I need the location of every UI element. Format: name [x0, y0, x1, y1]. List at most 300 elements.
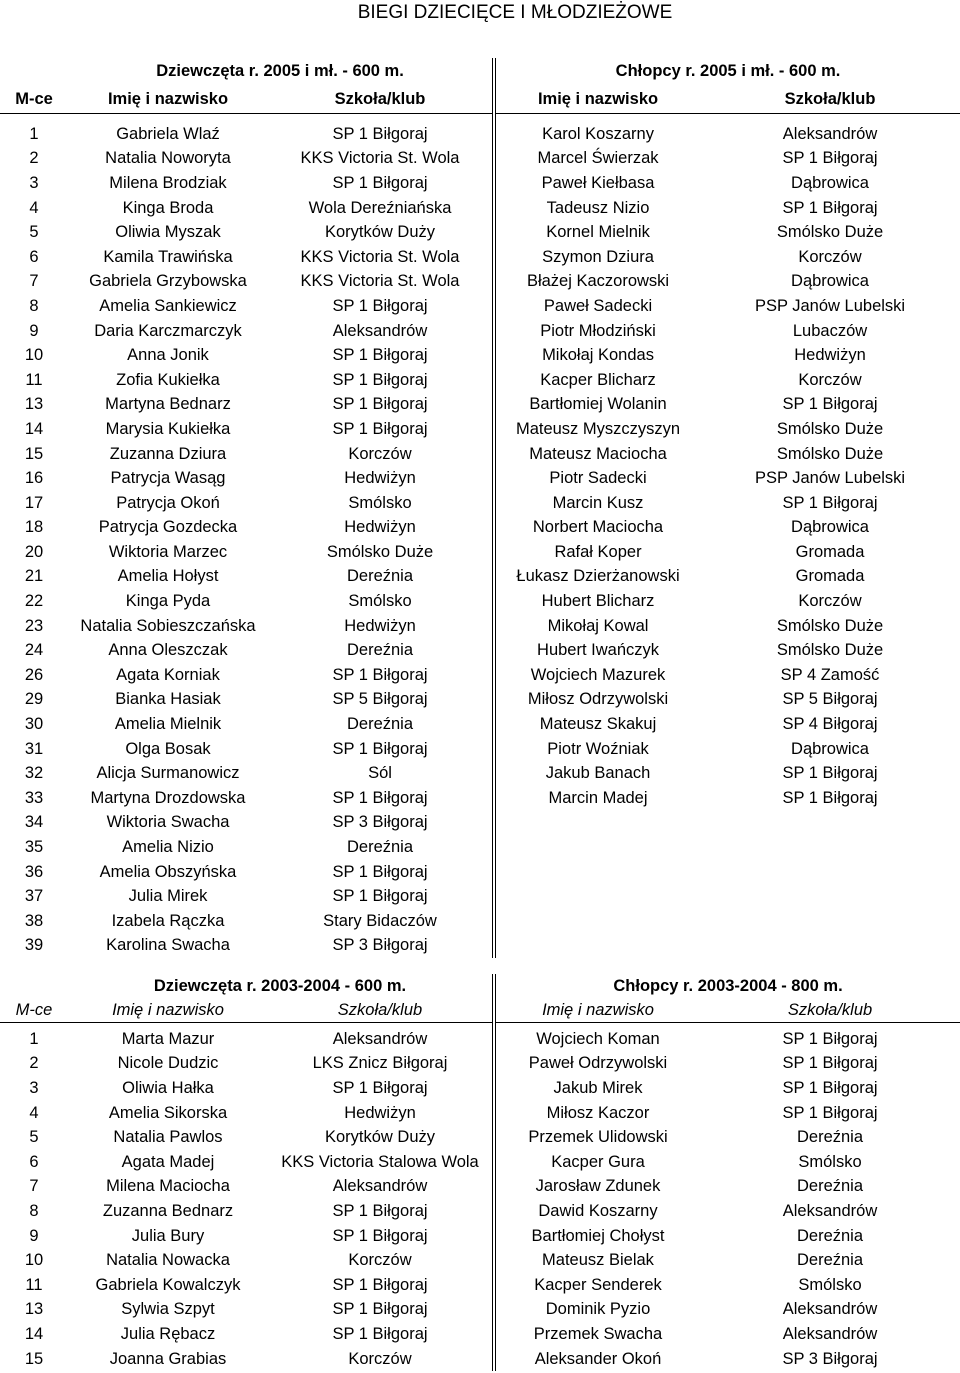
girl-name-cell: Karolina Swacha [106, 936, 230, 955]
girl-name-cell: Amelia Hołyst [117, 567, 219, 586]
table-row [0, 909, 960, 934]
boy-club-cell: Gromada [795, 542, 865, 561]
boy-name-cell [494, 909, 700, 934]
girl-name-cell: Amelia Mielnik [114, 715, 222, 734]
girl-club-cell: Sól [368, 764, 392, 783]
boy-club-cell: SP 1 Biłgoraj [782, 493, 878, 512]
boy-name-cell: Miłosz Odrzywolski [494, 688, 700, 713]
place-cell: 7 [29, 272, 39, 291]
girl-name-cell: Milena Brodziak [109, 173, 227, 192]
girl-name-cell: Martyna Bednarz [105, 395, 231, 414]
place-cell: 10 [24, 1251, 44, 1270]
boy-name-cell: Kacper Senderek [494, 1273, 700, 1298]
girl-name-cell: Patrycja Wasąg [110, 469, 226, 488]
girl-name-cell: Julia Mirek [128, 887, 208, 906]
place-cell: 32 [24, 764, 44, 783]
boy-name-cell: Przemek Swacha [494, 1322, 700, 1347]
table-row [0, 835, 960, 860]
boy-name-cell: Norbert Maciocha [494, 516, 700, 541]
girl-name-cell: Kinga Pyda [125, 592, 211, 611]
place-cell: 1 [29, 1029, 39, 1048]
col-boy-club: Szkoła/klub [700, 998, 960, 1023]
boy-club-cell [700, 934, 960, 959]
boy-name-cell: Mateusz Myszczyszyn [494, 417, 700, 442]
place-cell: 20 [24, 542, 44, 561]
boy-name-cell: Paweł Kiełbasa [494, 171, 700, 196]
place-cell: 33 [24, 788, 44, 807]
results-table-2005 [0, 58, 960, 958]
girl-club-cell: Aleksandrów [332, 1177, 428, 1196]
boy-club-cell: Dąbrowica [791, 518, 869, 537]
place-cell: 8 [29, 296, 39, 315]
place-cell: 17 [24, 493, 44, 512]
girl-club-cell: Wola Dereźniańska [308, 198, 452, 217]
boy-name-cell: Marcin Madej [494, 786, 700, 811]
boy-club-cell: SP 1 Biłgoraj [782, 198, 878, 217]
boy-club-cell [700, 860, 960, 885]
table-row [0, 614, 960, 639]
boy-name-cell: Jakub Banach [494, 761, 700, 786]
boy-club-cell: Lubaczów [792, 321, 868, 340]
col-girl-club: Szkoła/klub [268, 998, 494, 1023]
boy-name-cell: Mateusz Skakuj [494, 712, 700, 737]
girl-name-cell: Olga Bosak [125, 739, 211, 758]
boy-name-cell: Mateusz Bielak [494, 1248, 700, 1273]
girl-club-cell: Stary Bidaczów [323, 911, 437, 930]
place-cell: 6 [29, 1152, 39, 1171]
boy-club-cell: Korczów [798, 247, 862, 266]
place-cell: 37 [24, 887, 44, 906]
boy-name-cell: Kornel Mielnik [494, 220, 700, 245]
boy-club-cell: SP 1 Biłgoraj [782, 788, 878, 807]
girl-name-cell: Natalia Nowacka [106, 1251, 230, 1270]
boy-name-cell: Dominik Pyzio [494, 1298, 700, 1323]
table-row [0, 638, 960, 663]
boy-club-cell: SP 4 Zamość [780, 665, 880, 684]
girl-name-cell: Anna Oleszczak [108, 641, 228, 660]
girl-club-cell: SP 1 Biłgoraj [332, 370, 428, 389]
table-row [0, 811, 960, 836]
girl-name-cell: Oliwia Myszak [115, 223, 221, 242]
boy-name-cell: Miłosz Kaczor [494, 1101, 700, 1126]
place-cell: 16 [24, 469, 44, 488]
girl-club-cell: Hedwiżyn [344, 469, 416, 488]
boy-club-cell: SP 1 Biłgoraj [782, 395, 878, 414]
col-place: M-ce [0, 998, 68, 1023]
table-row [0, 565, 960, 590]
boy-club-cell: Smólsko [798, 1152, 862, 1171]
table-row [0, 934, 960, 959]
table-row [0, 1052, 960, 1077]
col-boy-club: Szkoła/klub [700, 85, 960, 114]
boy-name-cell: Tadeusz Nizio [494, 196, 700, 221]
boy-name-cell: Marcel Świerzak [494, 147, 700, 172]
boy-name-cell: Mikołaj Kondas [494, 343, 700, 368]
girl-club-cell: SP 1 Biłgoraj [332, 1275, 428, 1294]
place-cell: 31 [24, 739, 44, 758]
boy-club-cell: SP 1 Biłgoraj [782, 764, 878, 783]
place-cell: 2 [29, 149, 39, 168]
girl-name-cell: Amelia Sankiewicz [99, 296, 237, 315]
girl-club-cell: Aleksandrów [332, 1029, 428, 1048]
girl-club-cell: SP 5 Biłgoraj [332, 690, 428, 709]
table-row [0, 1150, 960, 1175]
girl-club-cell: SP 1 Biłgoraj [332, 395, 428, 414]
boy-name-cell: Paweł Odrzywolski [494, 1052, 700, 1077]
place-cell: 6 [29, 247, 39, 266]
boy-name-cell [494, 811, 700, 836]
girl-club-cell: SP 1 Biłgoraj [332, 1324, 428, 1343]
boy-club-cell [700, 835, 960, 860]
boy-club-cell [700, 884, 960, 909]
results-table-2003-2004 [0, 974, 960, 1371]
boy-club-cell: Aleksandrów [782, 124, 878, 143]
boy-name-cell: Łukasz Dzierżanowski [494, 565, 700, 590]
place-cell: 3 [29, 173, 39, 192]
place-cell: 14 [24, 1324, 44, 1343]
boy-club-cell: Dąbrowica [791, 272, 869, 291]
boy-name-cell: Wojciech Mazurek [494, 663, 700, 688]
girl-name-cell: Daria Karczmarczyk [94, 321, 242, 340]
girl-name-cell: Natalia Noworyta [105, 149, 231, 168]
place-cell: 23 [24, 616, 44, 635]
place-cell: 24 [24, 641, 44, 660]
girl-name-cell: Amelia Obszyńska [99, 862, 237, 881]
girl-club-cell: Korczów [348, 1251, 412, 1270]
girl-club-cell: Smólsko Duże [326, 542, 434, 561]
girl-club-cell: SP 1 Biłgoraj [332, 296, 428, 315]
col-girl-club: Szkoła/klub [268, 85, 494, 114]
boy-name-cell [494, 860, 700, 885]
place-cell: 7 [29, 1177, 39, 1196]
place-cell: 29 [24, 690, 44, 709]
girl-club-cell: LKS Znicz Biłgoraj [312, 1054, 448, 1073]
boy-club-cell: SP 1 Biłgoraj [782, 1054, 878, 1073]
place-cell: 26 [24, 665, 44, 684]
girl-club-cell: SP 1 Biłgoraj [332, 739, 428, 758]
table-row [0, 860, 960, 885]
girl-club-cell: KKS Victoria St. Wola [300, 272, 460, 291]
girl-club-cell: SP 1 Biłgoraj [332, 1078, 428, 1097]
girl-name-cell: Joanna Grabias [109, 1349, 227, 1368]
girl-club-cell: SP 1 Biłgoraj [332, 665, 428, 684]
girl-name-cell: Anna Jonik [127, 346, 209, 365]
place-cell: 11 [25, 1275, 43, 1294]
girl-club-cell: Smólsko [348, 493, 412, 512]
boy-name-cell: Hubert Iwańczyk [494, 638, 700, 663]
boy-club-cell: Smólsko Duże [776, 641, 884, 660]
table-row [0, 1322, 960, 1347]
girl-name-cell: Zofia Kukiełka [116, 370, 220, 389]
table-row [0, 319, 960, 344]
table-row [0, 122, 960, 147]
place-cell: 13 [24, 395, 44, 414]
girl-club-cell: Dereźnia [346, 715, 414, 734]
girl-name-cell: Zuzanna Bednarz [102, 1201, 234, 1220]
boy-club-cell: SP 1 Biłgoraj [782, 149, 878, 168]
girl-name-cell: Izabela Rączka [111, 911, 225, 930]
boy-club-cell: SP 1 Biłgoraj [782, 1103, 878, 1122]
table-row [0, 1248, 960, 1273]
table-row [0, 1175, 960, 1200]
boy-name-cell [494, 934, 700, 959]
place-cell: 11 [25, 370, 43, 389]
girl-name-cell: Gabriela Grzybowska [89, 272, 247, 291]
boy-club-cell: Aleksandrów [782, 1324, 878, 1343]
boy-name-cell: Marcin Kusz [494, 491, 700, 516]
place-cell: 30 [24, 715, 44, 734]
col-boy-name: Imię i nazwisko [494, 85, 700, 114]
boy-name-cell: Paweł Sadecki [494, 294, 700, 319]
girls-category-header: Dziewczęta r. 2005 i mł. - 600 m. [156, 62, 404, 80]
boy-name-cell: Szymon Dziura [494, 245, 700, 270]
table-row [0, 1199, 960, 1224]
table-row [0, 1027, 960, 1052]
girl-name-cell: Amelia Nizio [122, 838, 214, 857]
boy-name-cell: Jakub Mirek [494, 1076, 700, 1101]
col-boy-name: Imię i nazwisko [494, 998, 700, 1023]
girl-club-cell: Dereźnia [346, 641, 414, 660]
table-row [0, 1273, 960, 1298]
girl-name-cell: Alicja Surmanowicz [96, 764, 240, 783]
place-cell: 4 [29, 198, 39, 217]
boy-name-cell: Bartłomiej Chołyst [494, 1224, 700, 1249]
girl-name-cell: Natalia Pawlos [113, 1128, 223, 1147]
girl-name-cell: Patrycja Gozdecka [98, 518, 238, 537]
boy-name-cell [494, 884, 700, 909]
girl-club-cell: SP 1 Biłgoraj [332, 1226, 428, 1245]
boy-club-cell: SP 3 Biłgoraj [782, 1349, 878, 1368]
boy-club-cell: PSP Janów Lubelski [754, 296, 906, 315]
girl-name-cell: Agata Korniak [116, 665, 220, 684]
table-row [0, 589, 960, 614]
girl-club-cell: Smólsko [348, 592, 412, 611]
place-cell: 14 [24, 419, 44, 438]
table-row [0, 688, 960, 713]
girl-club-cell: Korytków Duży [324, 1128, 436, 1147]
boy-name-cell: Karol Koszarny [494, 122, 700, 147]
table-row [0, 368, 960, 393]
place-cell: 5 [29, 223, 39, 242]
girl-name-cell: Natalia Sobieszczańska [80, 616, 256, 635]
table-row [0, 220, 960, 245]
girl-club-cell: SP 1 Biłgoraj [332, 124, 428, 143]
table-row [0, 466, 960, 491]
place-cell: 1 [29, 124, 39, 143]
place-cell: 13 [24, 1300, 44, 1319]
boy-name-cell: Rafał Koper [494, 540, 700, 565]
boy-club-cell: Dereźnia [796, 1128, 864, 1147]
place-cell: 8 [29, 1201, 39, 1220]
table-row [0, 1076, 960, 1101]
place-cell: 36 [24, 862, 44, 881]
girl-name-cell: Marysia Kukiełka [105, 419, 231, 438]
girl-club-cell: Dereźnia [346, 567, 414, 586]
table-row [0, 343, 960, 368]
col-place: M-ce [0, 85, 68, 114]
boy-club-cell: Korczów [798, 592, 862, 611]
girl-club-cell: KKS Victoria Stalowa Wola [281, 1152, 479, 1171]
boy-club-cell: Smólsko Duże [776, 419, 884, 438]
table-row [0, 1125, 960, 1150]
boy-club-cell: Smólsko [798, 1275, 862, 1294]
place-cell: 39 [24, 936, 44, 955]
girl-name-cell: Marta Mazur [121, 1029, 215, 1048]
girl-name-cell: Oliwia Hałka [122, 1078, 214, 1097]
girl-club-cell: SP 1 Biłgoraj [332, 1201, 428, 1220]
boy-club-cell: PSP Janów Lubelski [754, 469, 906, 488]
boy-club-cell [700, 811, 960, 836]
girl-club-cell: Dereźnia [346, 838, 414, 857]
boy-name-cell: Mateusz Maciocha [494, 442, 700, 467]
girl-club-cell: SP 1 Biłgoraj [332, 887, 428, 906]
girl-name-cell: Agata Madej [121, 1152, 215, 1171]
table-row [0, 540, 960, 565]
place-cell: 9 [29, 1226, 39, 1245]
table-row [0, 1347, 960, 1372]
girl-club-cell: Korytków Duży [324, 223, 436, 242]
boy-club-cell: Smólsko Duże [776, 616, 884, 635]
table-row [0, 196, 960, 221]
boy-club-cell: Smólsko Duże [776, 444, 884, 463]
girl-name-cell: Gabriela Kowalczyk [95, 1275, 241, 1294]
boy-name-cell: Mikołaj Kowal [494, 614, 700, 639]
place-cell: 4 [29, 1103, 39, 1122]
girl-name-cell: Sylwia Szpyt [121, 1300, 215, 1319]
boy-name-cell: Wojciech Koman [494, 1027, 700, 1052]
table-row [0, 147, 960, 172]
boy-club-cell [700, 909, 960, 934]
boy-name-cell: Hubert Blicharz [494, 589, 700, 614]
boy-club-cell: SP 4 Biłgoraj [782, 715, 878, 734]
place-cell: 15 [24, 1349, 44, 1368]
girl-club-cell: SP 3 Biłgoraj [332, 813, 428, 832]
girl-name-cell: Nicole Dudzic [117, 1054, 219, 1073]
boy-name-cell: Jarosław Zdunek [494, 1175, 700, 1200]
col-girl-name: Imię i nazwisko [68, 998, 268, 1023]
place-cell: 3 [29, 1078, 39, 1097]
boy-club-cell: Korczów [798, 370, 862, 389]
boy-club-cell: SP 1 Biłgoraj [782, 1078, 878, 1097]
boy-club-cell: SP 5 Biłgoraj [782, 690, 878, 709]
col-girl-name: Imię i nazwisko [68, 85, 268, 114]
boys-category-header: Chłopcy r. 2003-2004 - 800 m. [494, 974, 960, 998]
girl-name-cell: Gabriela Wlaź [116, 124, 220, 143]
boy-club-cell: Aleksandrów [782, 1300, 878, 1319]
table-row [0, 663, 960, 688]
girl-club-cell: Hedwiżyn [344, 1103, 416, 1122]
place-cell: 10 [24, 346, 44, 365]
girl-name-cell: Wiktoria Marzec [108, 542, 228, 561]
place-cell: 15 [24, 444, 44, 463]
girl-club-cell: SP 1 Biłgoraj [332, 173, 428, 192]
boy-club-cell: Aleksandrów [782, 1201, 878, 1220]
place-cell: 22 [24, 592, 44, 611]
girl-name-cell: Zuzanna Dziura [109, 444, 227, 463]
girl-club-cell: Korczów [348, 444, 412, 463]
girl-name-cell: Patrycja Okoń [116, 493, 220, 512]
place-cell: 2 [29, 1054, 39, 1073]
boy-club-cell: Dereźnia [796, 1226, 864, 1245]
table-row [0, 270, 960, 295]
boy-name-cell: Bartłomiej Wolanin [494, 393, 700, 418]
boy-name-cell: Aleksander Okoń [494, 1347, 700, 1372]
boy-name-cell: Piotr Młodziński [494, 319, 700, 344]
table-row [0, 712, 960, 737]
girl-club-cell: Korczów [348, 1349, 412, 1368]
table-row [0, 442, 960, 467]
table-row [0, 761, 960, 786]
girl-club-cell: Hedwiżyn [344, 518, 416, 537]
girl-name-cell: Bianka Hasiak [115, 690, 221, 709]
girl-club-cell: SP 3 Biłgoraj [332, 936, 428, 955]
place-cell: 9 [29, 321, 39, 340]
table-row [0, 737, 960, 762]
table-row [0, 786, 960, 811]
place-cell: 35 [24, 838, 44, 857]
girl-club-cell: SP 1 Biłgoraj [332, 862, 428, 881]
place-cell: 34 [24, 813, 44, 832]
place-cell: 38 [24, 911, 44, 930]
boy-name-cell: Kacper Blicharz [494, 368, 700, 393]
boy-name-cell: Przemek Ulidowski [494, 1125, 700, 1150]
girl-name-cell: Amelia Sikorska [108, 1103, 228, 1122]
page-title: BIEGI DZIECIĘCE I MŁODZIEŻOWE [357, 2, 673, 23]
table-row [0, 516, 960, 541]
girls-category-header: Dziewczęta r. 2003-2004 - 600 m. [153, 976, 407, 995]
place-cell: 18 [24, 518, 44, 537]
table-row [0, 245, 960, 270]
boy-name-cell [494, 835, 700, 860]
girl-name-cell: Kinga Broda [122, 198, 214, 217]
boy-name-cell: Piotr Sadecki [494, 466, 700, 491]
girl-club-cell: Aleksandrów [332, 321, 428, 340]
girl-club-cell: SP 1 Biłgoraj [332, 346, 428, 365]
table-row [0, 1101, 960, 1126]
girl-name-cell: Wiktoria Swacha [106, 813, 230, 832]
boy-club-cell: SP 1 Biłgoraj [782, 1029, 878, 1048]
boy-name-cell: Błażej Kaczorowski [494, 270, 700, 295]
boy-club-cell: Dąbrowica [791, 173, 869, 192]
table-row [0, 884, 960, 909]
boy-club-cell: Smólsko Duże [776, 223, 884, 242]
place-cell: 5 [29, 1128, 39, 1147]
boy-club-cell: Dereźnia [796, 1251, 864, 1270]
girl-club-cell: KKS Victoria St. Wola [300, 247, 460, 266]
table-row [0, 491, 960, 516]
boys-category-header: Chłopcy r. 2005 i mł. - 600 m. [494, 58, 960, 85]
boy-name-cell: Kacper Gura [494, 1150, 700, 1175]
girl-name-cell: Milena Maciocha [106, 1177, 230, 1196]
girl-club-cell: KKS Victoria St. Wola [300, 149, 460, 168]
boy-club-cell: Hedwiżyn [794, 346, 866, 365]
girl-club-cell: SP 1 Biłgoraj [332, 1300, 428, 1319]
boy-club-cell: Dereźnia [796, 1177, 864, 1196]
girl-club-cell: SP 1 Biłgoraj [332, 419, 428, 438]
table-row [0, 417, 960, 442]
girl-name-cell: Julia Bury [131, 1226, 205, 1245]
table-row [0, 294, 960, 319]
table-row [0, 171, 960, 196]
table-row [0, 1298, 960, 1323]
table-row [0, 393, 960, 418]
girl-club-cell: SP 1 Biłgoraj [332, 788, 428, 807]
table-row [0, 1224, 960, 1249]
boy-club-cell: Gromada [795, 567, 865, 586]
girl-name-cell: Martyna Drozdowska [90, 788, 246, 807]
boy-club-cell: Dąbrowica [791, 739, 869, 758]
girl-name-cell: Julia Rębacz [120, 1324, 216, 1343]
